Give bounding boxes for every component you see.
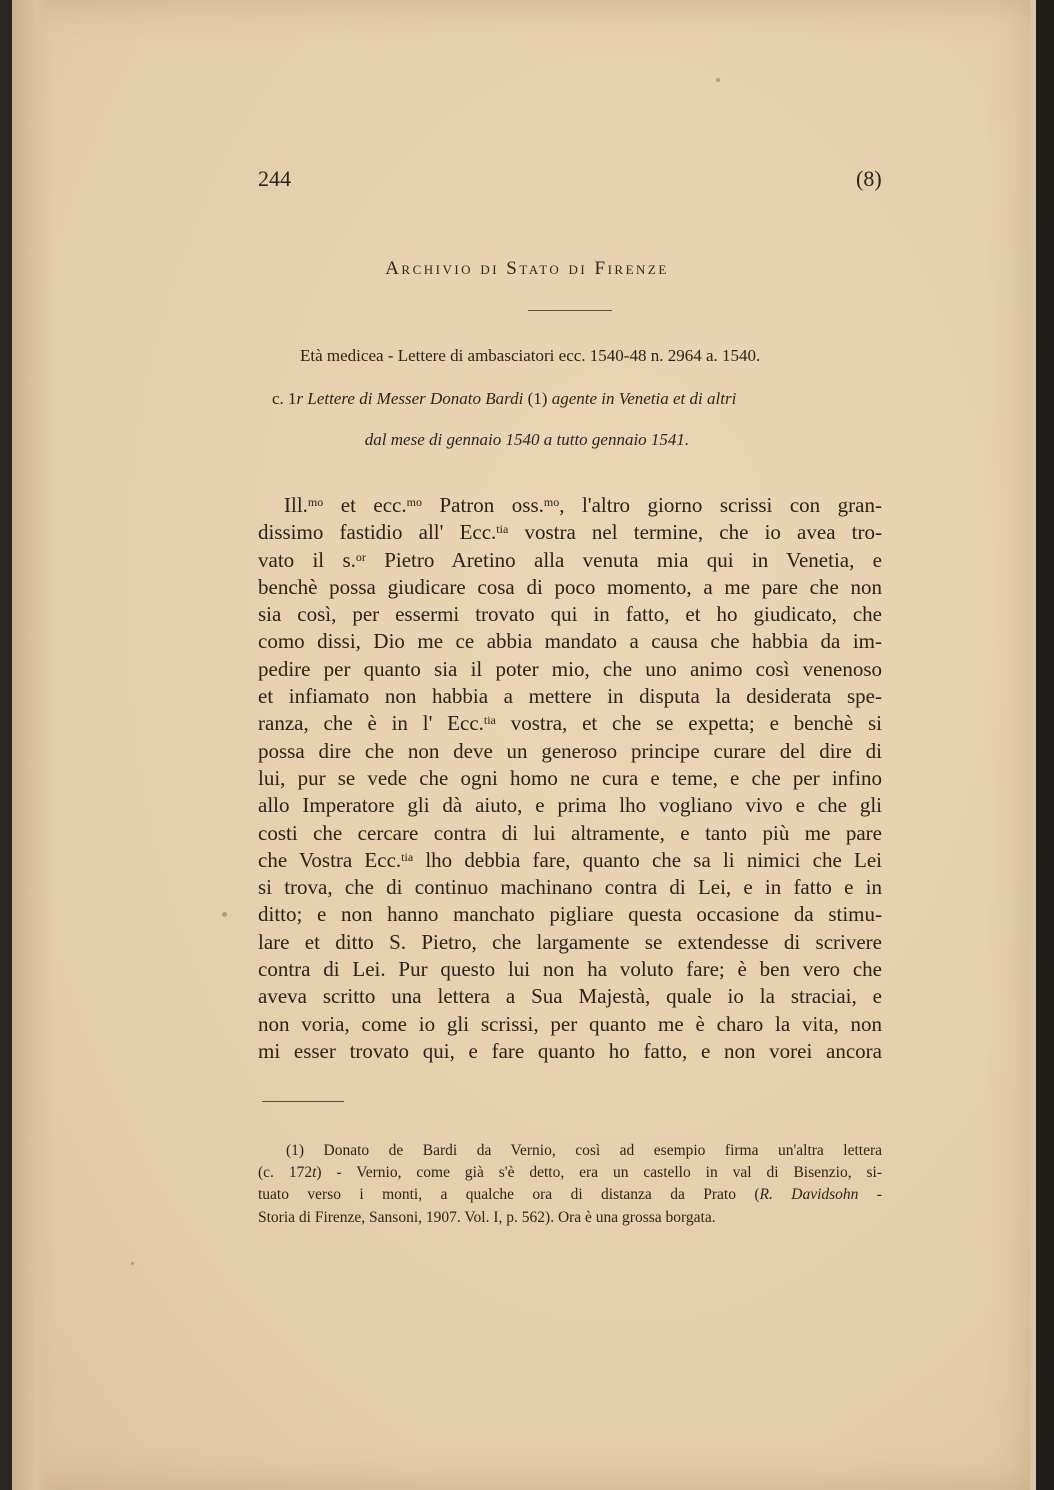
footnote-line: (1) Donato de Bardi da Vernio, così ad esempio firma un'altra lettera — [286, 1142, 882, 1159]
footnote-line: (c. 172t) - Vernio, come già s'è detto, era un castello in val di Bisenzio, si- — [258, 1164, 882, 1182]
letter-line: costi che cercare contra di lui altramente, e tanto più me pare — [258, 820, 882, 845]
letter-line: Ill.$^{mo}$ et ecc.$^{mo}$ Patron oss.$^{mo}$, l'altro giorno scrissi con gran- — [284, 493, 882, 517]
letter-line: dissimo fastidio all' Ecc.$^{tia}$ vostra nel termine, che io avea tro- — [258, 520, 882, 545]
letter-line: si trova, che di continuo machinano contra di Lei, e in fatto e in — [258, 875, 882, 900]
letter-line: benchè possa giudicare cosa di poco momento, a me pare che non — [258, 574, 882, 599]
letter-line: pedire per quanto sia il poter mio, che uno animo così venenoso — [258, 656, 882, 681]
letter-line: sia così, per essermi trovato qui in fatto, et ho giudicato, che — [258, 602, 882, 627]
letter-line: vato il s.$^{or}$ Pietro Aretino alla venuta mia qui in Venetia, e — [258, 547, 882, 572]
letter-line: possa dire che non deve un generoso principe curare del dire di — [258, 738, 882, 763]
letter-line: che Vostra Ecc.$^{tia}$ lho debbia fare, quanto che sa li nimici che Lei — [258, 847, 883, 872]
letter-line: allo Imperatore gli dà aiuto, e prima lho vogliano vivo e che gli — [258, 793, 882, 818]
right-binding-strip — [1030, 0, 1054, 1490]
letter-body — [258, 492, 882, 1065]
footnote-rule — [262, 1101, 344, 1102]
letter-line: ranza, che è in l' Ecc.$^{tia}$ vostra, et che se expetta; e benchè si — [258, 711, 882, 736]
page-edge-shadow — [12, 0, 52, 1490]
section-number: (8) — [856, 166, 882, 191]
letter-collection-title: c. 1r Lettere di Messer Donato Bardi (1) agente in Venetia et di altri — [272, 389, 737, 408]
paper-spot — [716, 78, 720, 82]
paper-spot — [131, 1262, 134, 1265]
letter-line: como dissi, Dio me ce abbia mandato a causa che habbia da im- — [258, 629, 882, 654]
paper-spot — [222, 912, 227, 917]
letter-line: mi esser trovato qui, e fare quanto ho fatto, e non vorei ancora — [258, 1038, 882, 1063]
letter-line: et infiamato non habbia a mettere in disputa la desiderata spe- — [258, 684, 882, 709]
letter-date-range: dal mese di gennaio 1540 a tutto gennaio 1541. — [364, 430, 690, 449]
heading-rule — [528, 310, 612, 311]
footnote-line: tuato verso i monti, a qualche ora di distanza da Prato (R. Davidsohn - — [258, 1186, 882, 1204]
letter-line: aveva scritto una lettera a Sua Majestà, quale io la straciai, e — [258, 984, 882, 1009]
letter-line: ditto; e non hanno manchato pigliare questa occasione da stimu- — [258, 902, 882, 927]
archive-heading: Archivio di Stato di Firenze — [385, 258, 669, 279]
footnote — [258, 1140, 882, 1229]
letter-line: lare et ditto S. Pietro, che largamente se extendesse di scrivere — [258, 929, 882, 954]
page-number: 244 — [258, 166, 291, 191]
letter-line: lui, pur se vede che ogni homo ne cura e teme, e che per infino — [258, 765, 882, 790]
footnote-line: Storia di Firenze, Sansoni, 1907. Vol. I, p. 562). Ora è una grossa borgata. — [258, 1208, 716, 1226]
letter-line: non voria, come io gli scrissi, per quanto me è charo la vita, non — [258, 1011, 882, 1036]
source-reference: Età medicea - Lettere di ambasciatori ecc. 1540-48 n. 2964 a. 1540. — [300, 346, 761, 365]
letter-line: contra di Lei. Pur questo lui non ha voluto fare; è ben vero che — [258, 957, 882, 982]
